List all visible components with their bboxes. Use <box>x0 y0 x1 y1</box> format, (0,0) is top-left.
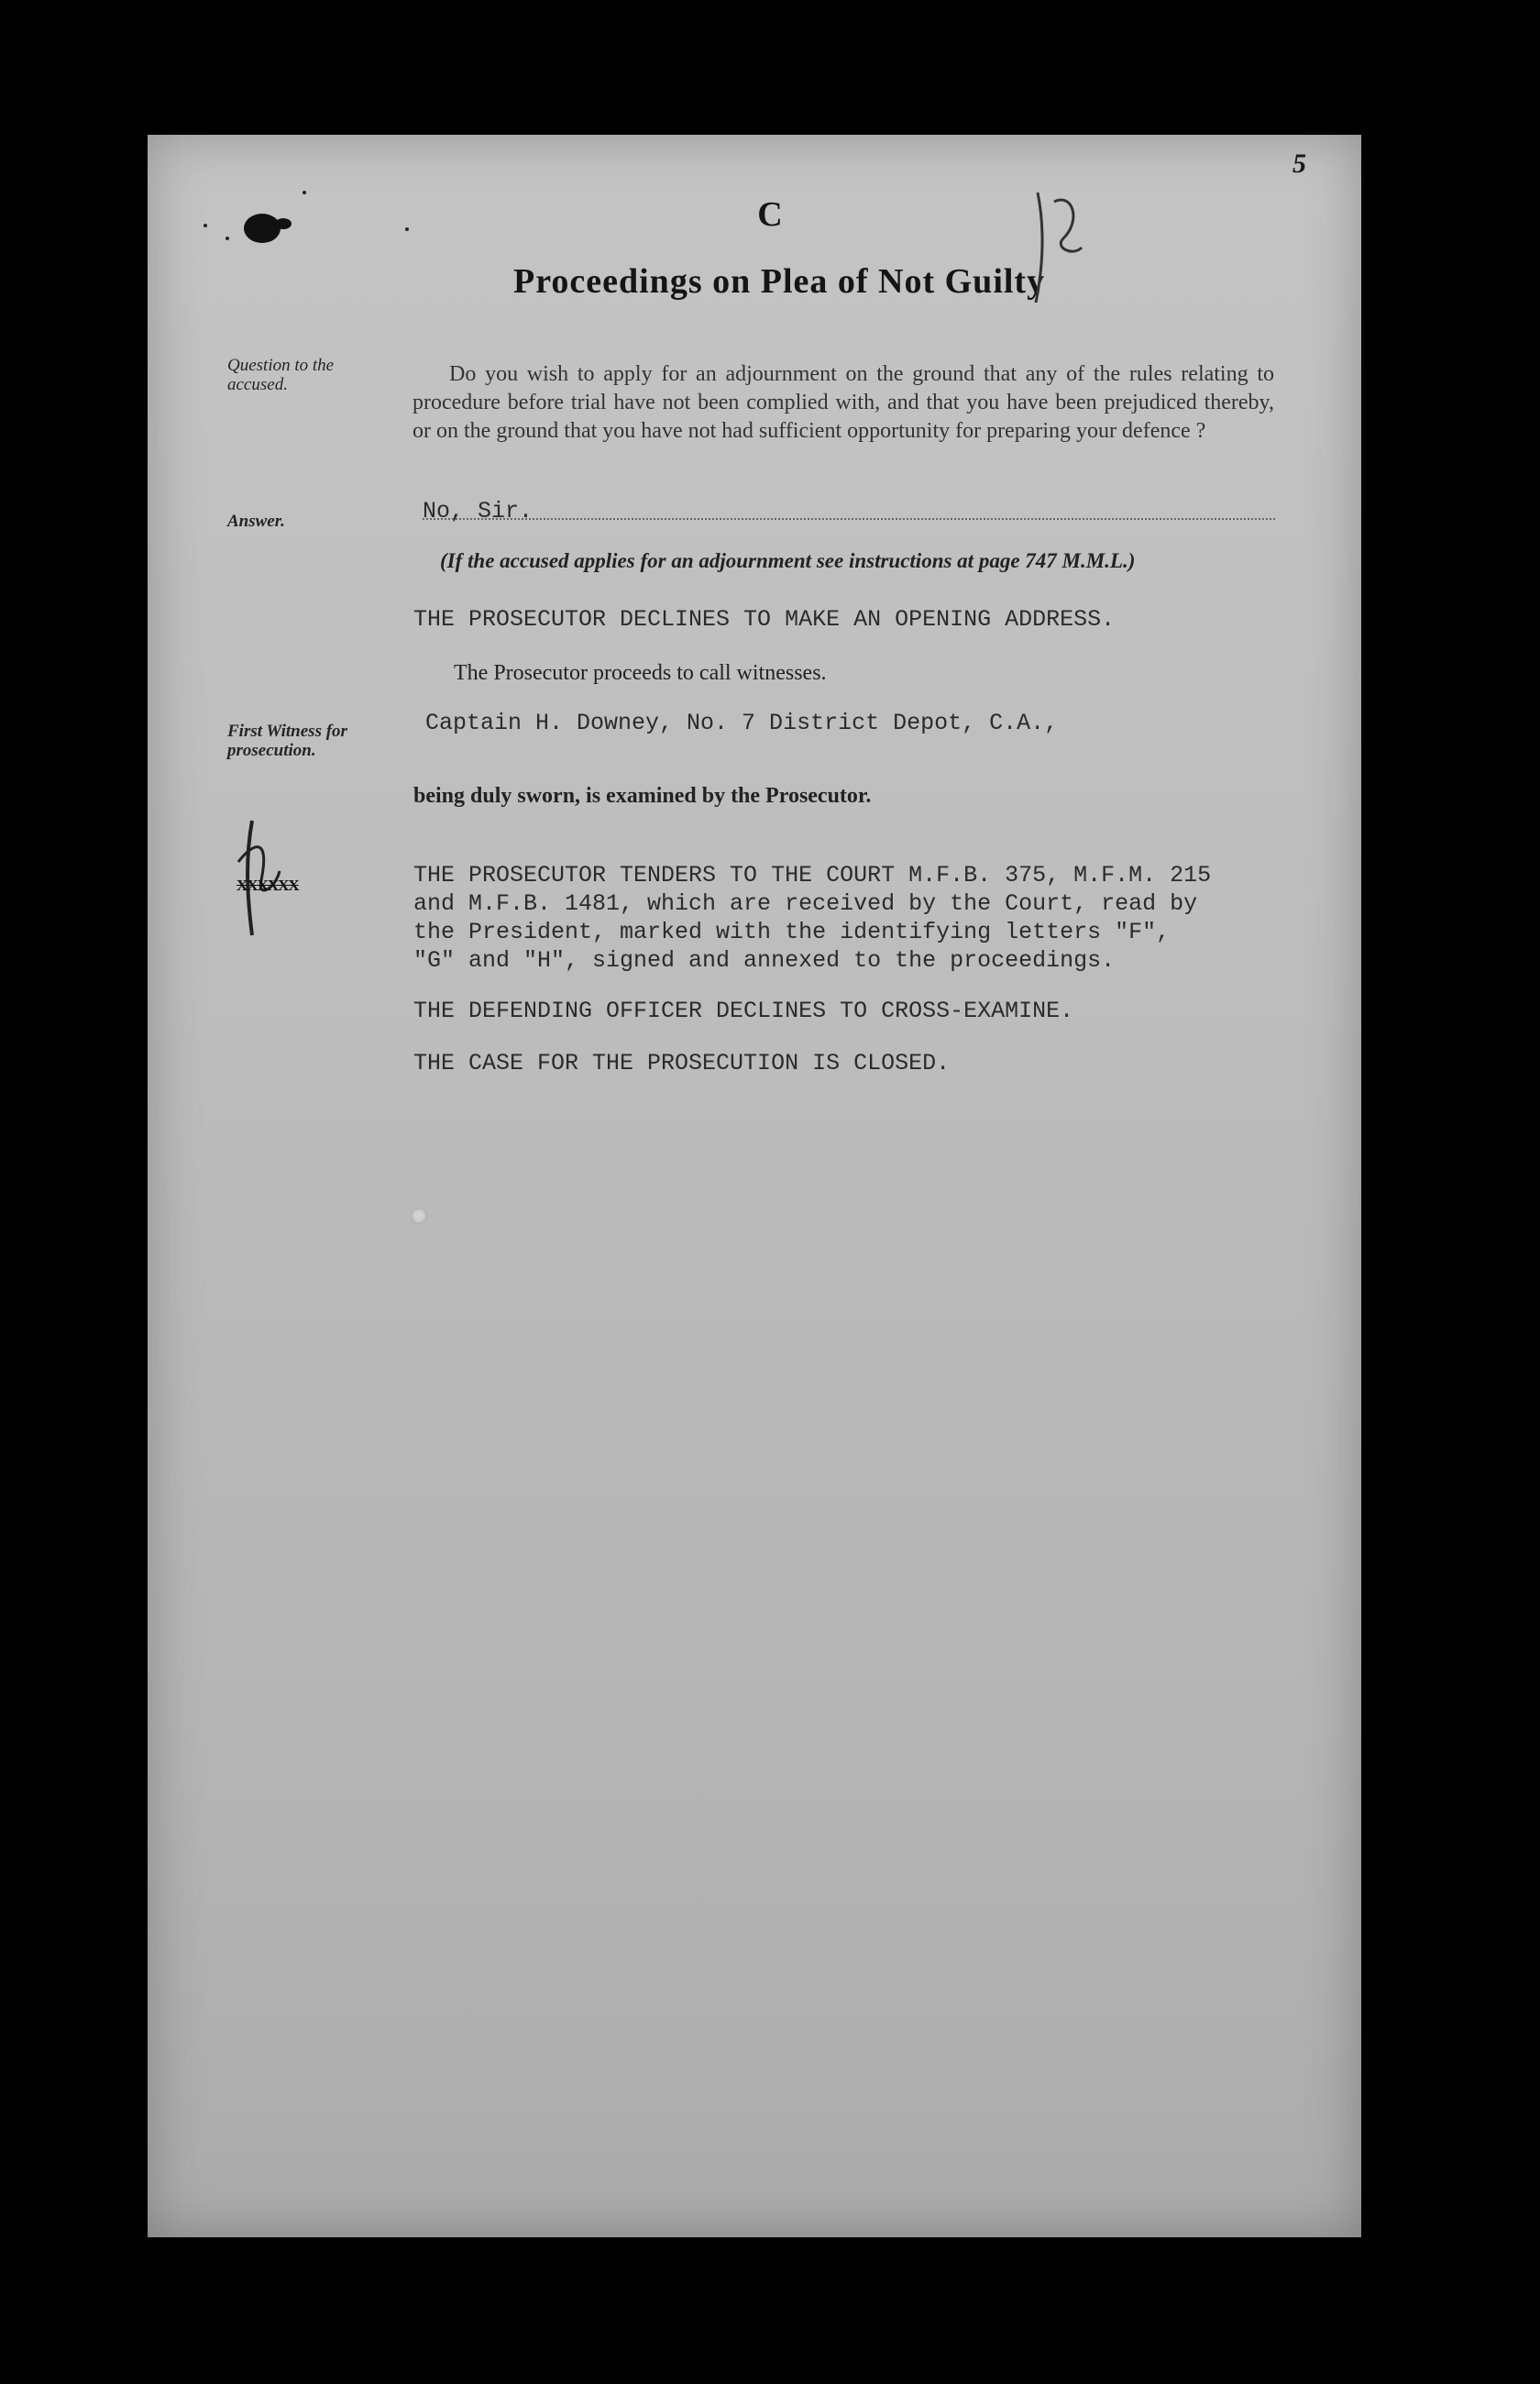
margin-label-first-witness: First Witness for prosecution. <box>227 722 347 760</box>
paper-sheet <box>148 135 1361 2237</box>
answer-dotted-line <box>423 518 1275 520</box>
case-closed: THE CASE FOR THE PROSECUTION IS CLOSED. <box>413 1050 951 1076</box>
handwritten-initials-top <box>1018 183 1091 312</box>
instruction-text: (If the accused applies for an adjournment see instructions at page 747 M.M.L.) <box>440 549 1136 572</box>
tenders-line-2: and M.F.B. 1481, which are received by the Court, read by <box>413 890 1198 917</box>
page-title: Proceedings on Plea of Not Guilty <box>513 262 1046 301</box>
sworn-text: being duly sworn, is examined by the Prosecutor. <box>413 784 872 808</box>
page-number: 5 <box>1292 149 1306 179</box>
cross-examine: THE DEFENDING OFFICER DECLINES TO CROSS-EXAMINE. <box>413 998 1074 1024</box>
margin-label-question: Question to the accused. <box>227 356 335 394</box>
speck <box>226 237 229 240</box>
margin-label-crossed-out: XXXXXX <box>236 877 299 894</box>
tenders-line-3: the President, marked with the identifying letters "F", <box>413 919 1171 945</box>
answer-text: No, Sir. <box>423 498 534 524</box>
punch-mark <box>411 1208 427 1224</box>
call-witnesses: The Prosecutor proceeds to call witnesses. <box>454 661 827 685</box>
opening-address: THE PROSECUTOR DECLINES TO MAKE AN OPENING ADDRESS. <box>413 606 1116 633</box>
witness-name: Captain H. Downey, No. 7 District Depot, C.A., <box>425 710 1059 736</box>
section-letter: C <box>757 195 783 234</box>
question-text: Do you wish to apply for an adjournment on the ground that any of the rules relating to procedure before trial have not been complied with, and that you have been prejudiced thereby, or on the ground that you have not had sufficient opportunity for preparing your defence ? <box>412 362 1274 443</box>
margin-label-answer: Answer. <box>227 512 285 531</box>
tenders-line-1: THE PROSECUTOR TENDERS TO THE COURT M.F.B. 375, M.F.M. 215 <box>413 862 1212 888</box>
tenders-line-4: "G" and "H", signed and annexed to the proceedings. <box>413 947 1116 974</box>
